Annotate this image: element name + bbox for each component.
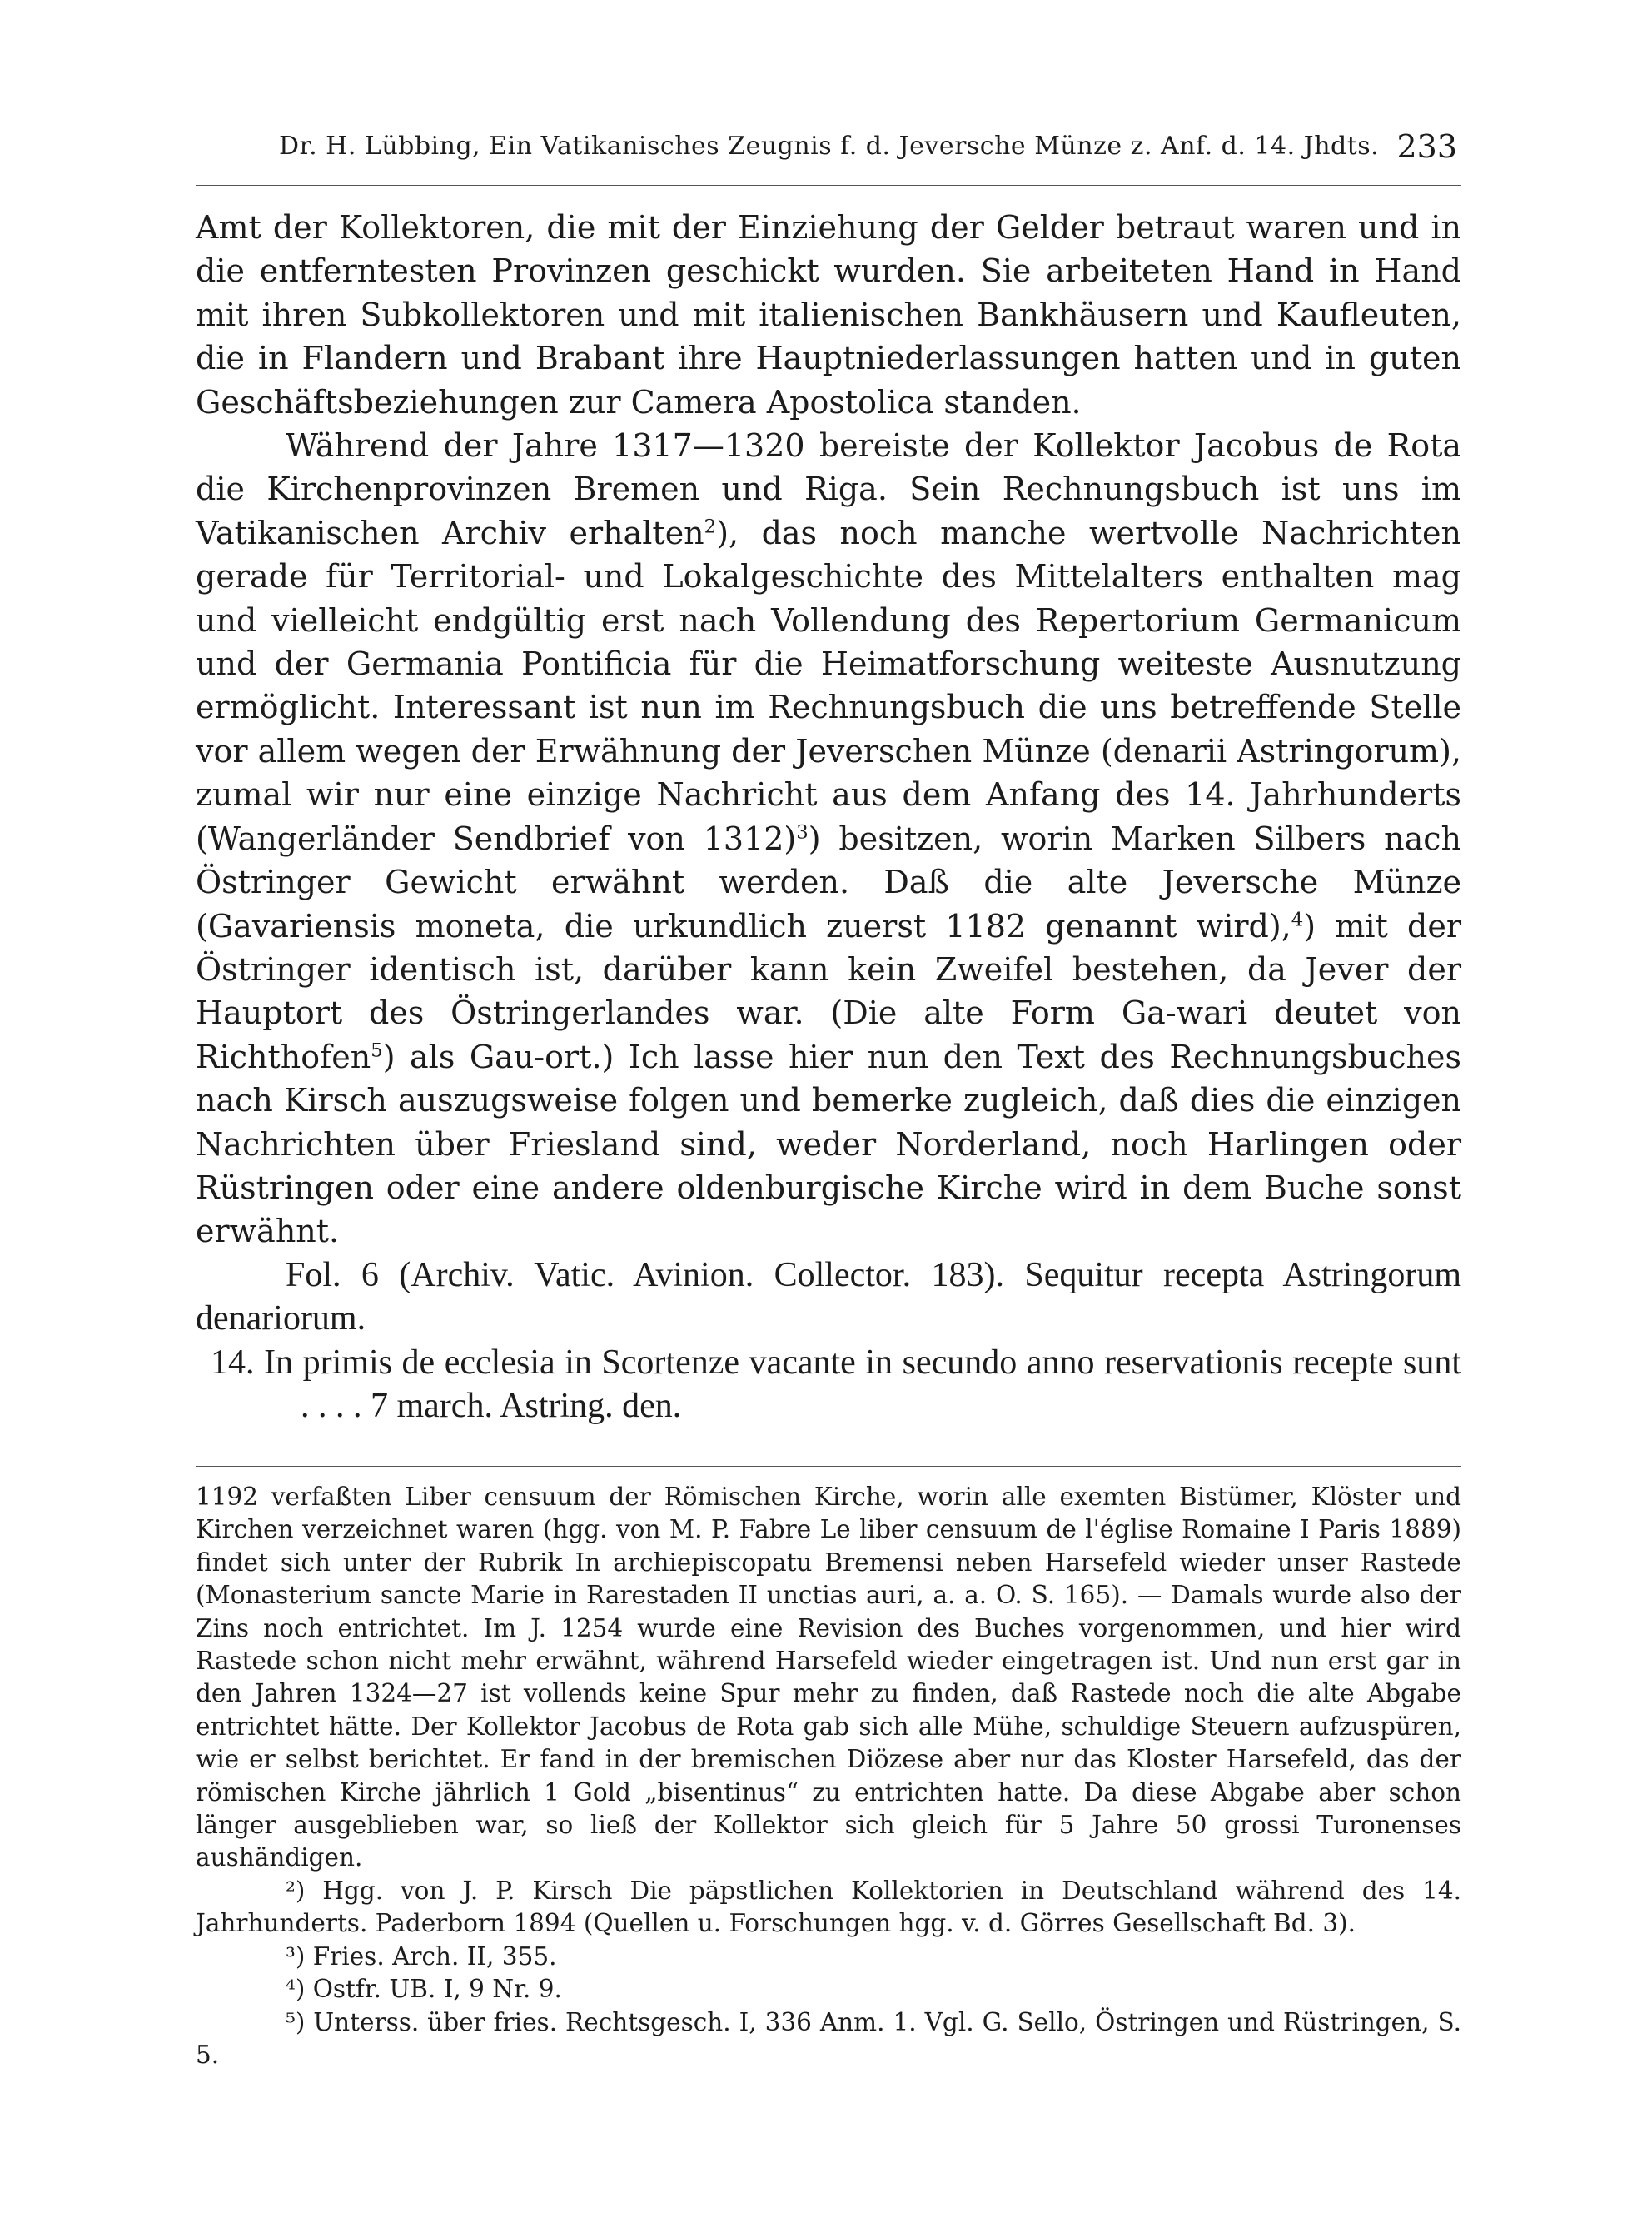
footnotes (196, 1481, 1461, 2071)
footnote-rule (196, 1466, 1461, 1467)
footnote-ref: 5 (371, 1039, 383, 1062)
footnote: ³) Fries. Arch. II, 355. (286, 1941, 557, 1971)
text-run: ) mit der Östringer identisch ist, darüber kann kein Zweifel bestehen, da Jever der Hauptort des Östringerlandes war. (Die alte Form Ga-wari deutet von Richthofen (196, 907, 1461, 1075)
page-number: 233 (1396, 128, 1457, 165)
running-title: Dr. H. Lübbing, Ein Vatikanisches Zeugnis f. d. Jeversche Münze z. Anf. d. 14. Jhdts. (279, 132, 1380, 161)
footnote: ²) Hgg. von J. P. Kirsch Die päpstlichen Kollektorien in Deutschland während des 14. Jahrhunderts. Paderborn 1894 (Quellen u. Forschungen hgg. v. d. Görres Gesellschaft Bd. 3). (196, 1876, 1461, 1938)
text-run: ) besitzen, worin Marken Silbers nach Östringer Gewicht erwähnt werden. Daß die alte Jeversche Münze (Gavariensis moneta, die urkundlich zuerst 1182 genannt wird), (196, 820, 1462, 945)
footnote: 1192 verfaßten Liber censuum der Römischen Kirche, worin alle exemten Bistümer, Klöster und Kirchen verzeichnet waren (hgg. von M. P. Fabre Le liber censuum de l'église Romaine I Paris 1889) findet sich unter der Rubrik In archiepiscopatu Bremensi neben Harsefeld wieder unser Rastede (Monasterium sancte Marie in Rarestaden II unctias auri, a. a. O. S. 165). — Damals wurde also der Zins noch entrichtet. Im J. 1254 wurde eine Revision des Buches vorgenommen, und hier wird Rastede schon nicht mehr erwähnt, während Harsefeld wieder eingetragen ist. Und nun erst gar in den Jahren 1324—27 ist vollends keine Spur mehr zu finden, daß Rastede noch die alte Abgabe entrichtet hätte. Der Kollektor Jacobus de Rota gab sich alle Mühe, schuldige Steuern aufzuspüren, wie er selbst berichtet. Er fand in der bremischen Diözese aber nur das Kloster Harsefeld, das der römischen Kirche jährlich 1 Gold „bisentinus“ zu entrichten hatte. Da diese Abgabe aber schon länger ausgeblieben war, so ließ der Kollektor sich gleich für 5 Jahre 50 grossi Turonenses aushändigen. (196, 1483, 1461, 1872)
latin-quote-item: 14. In primis de ecclesia in Scortenze vacante in secundo anno reservationis recepte sunt . . . . 7 march. Astring. den. (211, 1343, 1461, 1425)
text-run: ) als Gau-ort.) Ich lasse hier nun den Text des Rechnungsbuches nach Kirsch auszugsweise folgen und bemerke zugleich, daß dies die einzigen Nachrichten über Friesland sind, weder Norderland, noch Harlingen oder Rüstringen oder eine andere oldenburgische Kirche wird in dem Buche sonst erwähnt. (196, 1038, 1461, 1250)
paragraph: Amt der Kollektoren, die mit der Einziehung der Gelder betraut waren und in die entferntesten Provinzen geschickt wurden. Sie arbeiteten Hand in Hand mit ihren Subkollektoren und mit italienischen Bankhäusern und Kaufleuten, die in Flandern und Brabant ihre Hauptniederlassungen hatten und in guten Geschäftsbeziehungen zur Camera Apostolica standen. (196, 209, 1461, 421)
text-run: Während der Jahre 1317—1320 bereiste der Kollektor Jacobus de Rota die Kirchenprovinzen Bremen und Riga. Sein Rechnungsbuch ist uns im Vatikanischen Archiv erhalten (196, 427, 1461, 551)
main-text (196, 206, 1461, 1428)
footnote-ref: 4 (1291, 908, 1304, 930)
footnote: ⁵) Unterss. über fries. Rechtsgesch. I, 336 Anm. 1. Vgl. G. Sello, Östringen und Rüstringen, S. 5. (196, 2007, 1461, 2069)
footnote-ref: 2 (704, 516, 717, 538)
page-header (196, 128, 1457, 182)
footnote-ref: 3 (796, 821, 809, 844)
footnote: ⁴) Ostfr. UB. I, 9 Nr. 9. (286, 1975, 562, 2004)
text-run: ), das noch manche wertvolle Nachrichten gerade für Territorial- und Lokalgeschichte des Mittelalters enthalten mag und vielleicht endgültig erst nach Vollendung des Repertorium Germanicum und der Germania Pontificia für die Heimatforschung weiteste Ausnutzung ermöglicht. Interessant ist nun im Rechnungsbuch die uns betreffende Stelle vor allem wegen der Erwähnung der Jeverschen Münze (denarii Astringorum), zumal wir nur eine einzige Nachricht aus dem Anfang des 14. Jahrhunderts (Wangerländer Sendbrief von 1312) (196, 514, 1462, 857)
paragraph (196, 424, 1461, 1254)
header-rule (196, 185, 1461, 186)
latin-quote: Fol. 6 (Archiv. Vatic. Avinion. Collector. 183). Sequitur recepta Astringorum denariorum. (196, 1255, 1461, 1338)
